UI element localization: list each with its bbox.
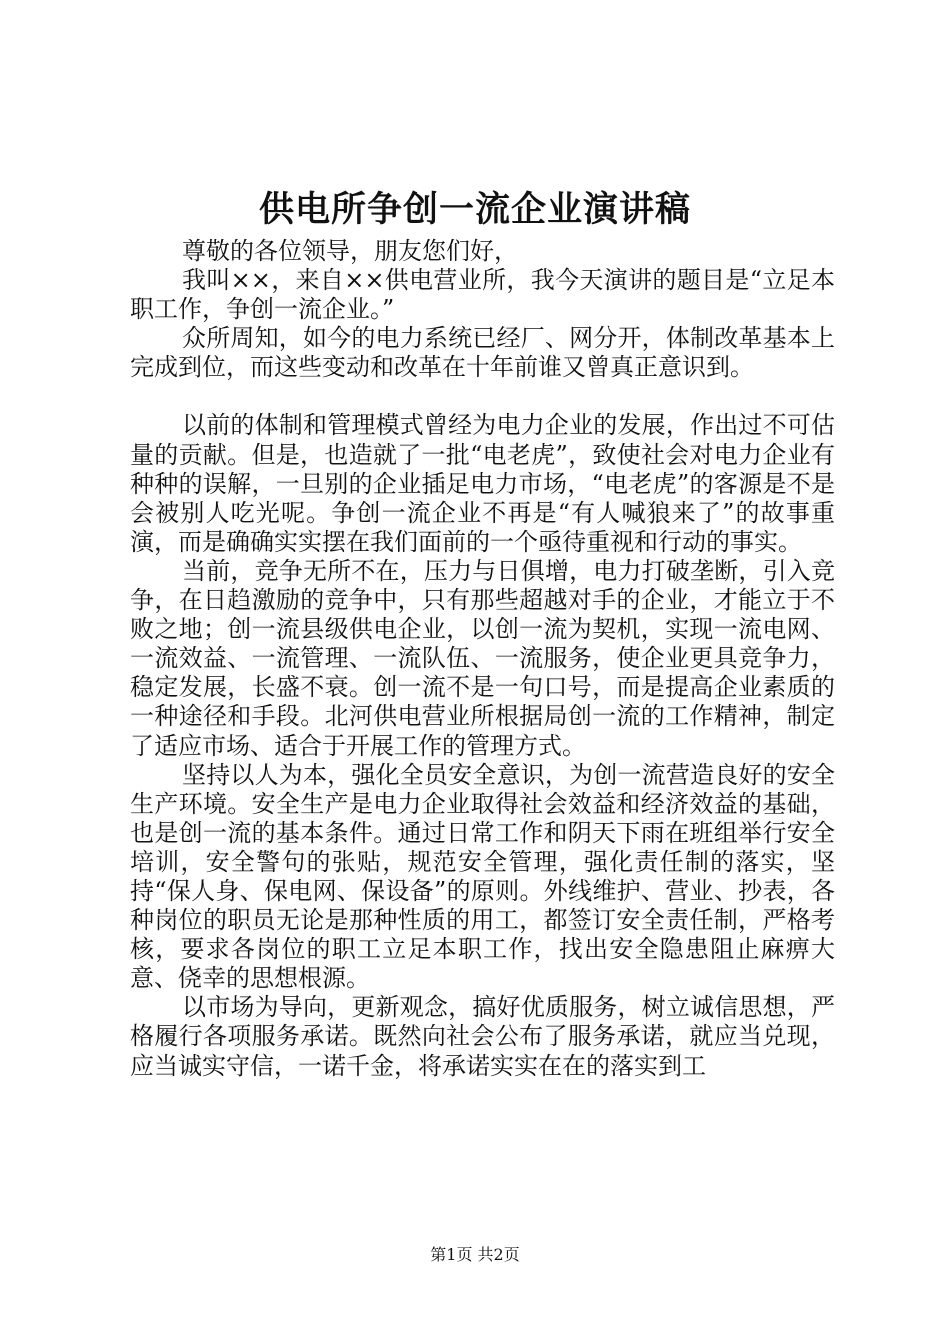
page-number-footer: 第1页 共2页 bbox=[430, 1245, 520, 1264]
paragraph-greeting: 尊敬的各位领导，朋友您们好， bbox=[182, 237, 518, 265]
document-body bbox=[130, 237, 835, 1081]
paragraph-introduction: 我叫××，来自××供电营业所，我今天演讲的题目是“立足本职工作，争创一流企业。” bbox=[130, 266, 835, 324]
paragraph-service: 以市场为导向，更新观念，搞好优质服务，树立诚信思想，严格履行各项服务承诺。既然向社会公布了服务承诺，就应当兑现，应当诚实守信，一诺千金，将承诺实实在在的落实到工 bbox=[130, 993, 835, 1080]
paragraph-competition: 当前，竞争无所不在，压力与日俱增，电力打破垄断，引入竞争，在日趋激励的竞争中，只有那些超越对手的企业，才能立于不败之地；创一流县级供电企业，以创一流为契机，实现一流电网、一流效益、一流管理、一流队伍、一流服务，使企业更具竞争力，稳定发展，长盛不衰。创一流不是一句口号，而是提高企业素质的一种途径和手段。北河供电营业所根据局创一流的工作精神，制定了适应市场、适合于开展工作的管理方式。 bbox=[130, 556, 835, 760]
paragraph-reform: 众所周知，如今的电力系统已经厂、网分开，体制改革基本上完成到位，而这些变动和改革在十年前谁又曾真正意识到。 bbox=[130, 324, 835, 382]
paragraph-spacer bbox=[130, 382, 835, 411]
paragraph-safety: 坚持以人为本，强化全员安全意识，为创一流营造良好的安全生产环境。安全生产是电力企业取得社会效益和经济效益的基础，也是创一流的基本条件。通过日常工作和阴天下雨在班组举行安全培训，安全警句的张贴，规范安全管理，强化责任制的落实，坚持“保人身、保电网、保设备”的原则。外线维护、营业、抄表，各种岗位的职员无论是那种性质的用工，都签订安全责任制，严格考核，要求各岗位的职工立足本职工作，找出安全隐患阻止麻痹大意、侥幸的思想根源。 bbox=[130, 760, 835, 993]
page-title: 供电所争创一流企业演讲稿 bbox=[258, 189, 691, 230]
paragraph-history: 以前的体制和管理模式曾经为电力企业的发展，作出过不可估量的贡献。但是，也造就了一批“电老虎”，致使社会对电力企业有种种的误解，一旦别的企业插足电力市场，“电老虎”的客源是不是会被别人吃光呢。争创一流企业不再是“有人喊狼来了”的故事重演，而是确确实实摆在我们面前的一个亟待重视和行动的事实。 bbox=[130, 411, 835, 556]
